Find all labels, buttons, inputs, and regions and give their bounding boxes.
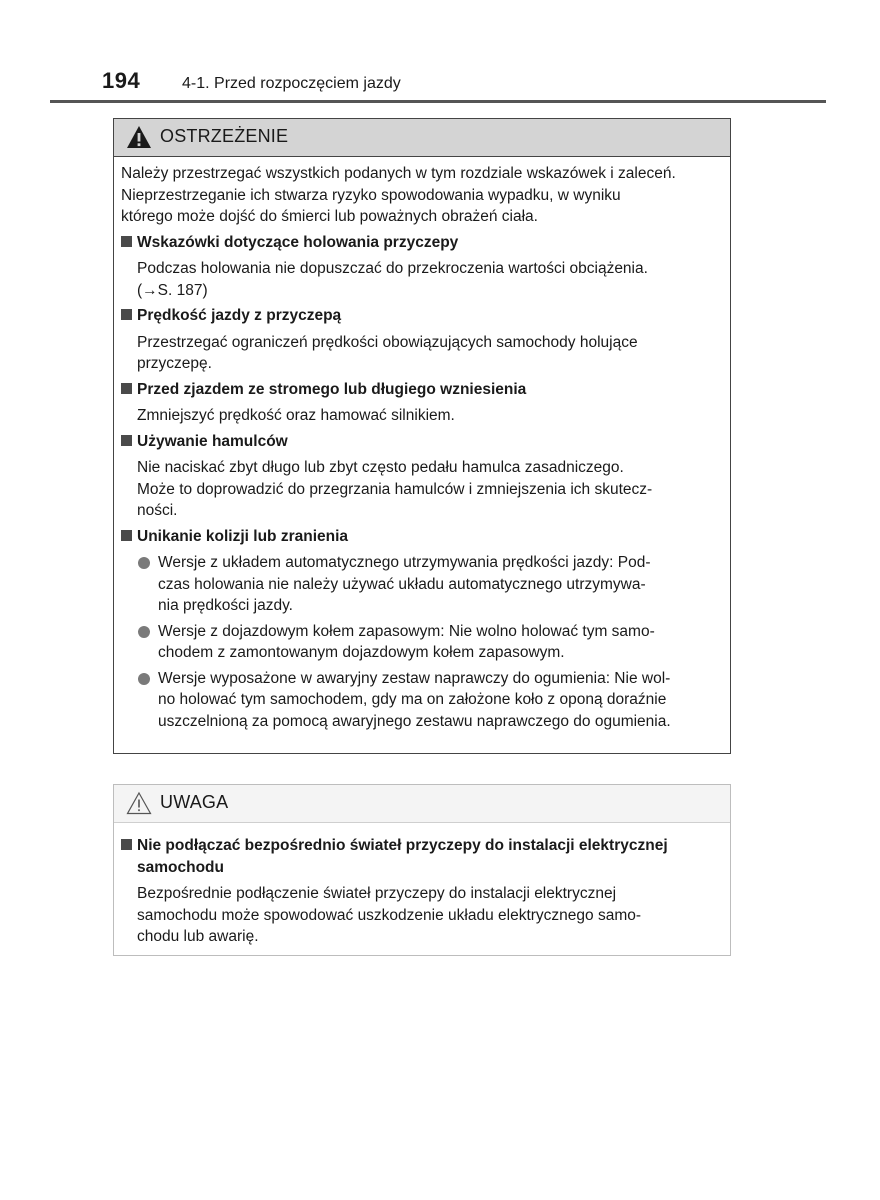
text-line: Bezpośrednie podłączenie świateł przyczepy do instalacji elektrycznej: [137, 885, 617, 902]
text-line: chodu lub awarię.: [137, 928, 259, 945]
bullet-item: [121, 552, 715, 617]
notice-box: [113, 784, 731, 956]
section-text: [121, 332, 715, 375]
section-title: 4-1. Przed rozpoczęciem jazdy: [182, 75, 401, 92]
square-bullet-icon: [121, 839, 132, 850]
warning-intro-line: Należy przestrzegać wszystkich podanych w tym rozdziale wskazówek i zaleceń.: [121, 165, 676, 182]
text-line: Podczas holowania nie dopuszczać do przekroczenia wartości obciążenia.: [137, 260, 648, 277]
page-reference: (→S. 187): [137, 281, 208, 299]
text-line: przyczepę.: [137, 355, 212, 372]
warning-section: [121, 431, 715, 522]
bullet-item: [121, 621, 715, 664]
warning-section: [121, 526, 715, 733]
bullet-item: [121, 668, 715, 733]
warning-body: [114, 157, 730, 732]
notice-header: [114, 785, 730, 823]
text-line: chodem z zamontowanym dojazdowym kołem zapasowym.: [158, 644, 565, 661]
square-bullet-icon: [121, 530, 132, 541]
text-line: Zmniejszyć prędkość oraz hamować silnikiem.: [137, 407, 455, 424]
caution-triangle-icon: [126, 791, 152, 815]
notice-title: UWAGA: [160, 792, 229, 812]
text-line: Wersje z układem automatycznego utrzymywania prędkości jazdy: Pod-: [158, 554, 651, 571]
section-heading: Unikanie kolizji lub zranienia: [137, 527, 349, 545]
warning-section: [121, 379, 715, 427]
warning-section: [121, 305, 715, 375]
warning-triangle-icon: [126, 125, 152, 149]
warning-section: [121, 232, 715, 302]
section-heading: Przed zjazdem ze stromego lub długiego wzniesienia: [137, 380, 527, 398]
text-line: czas holowania nie należy używać układu automatycznego utrzymywa-: [158, 575, 646, 593]
warning-intro-line: Nieprzestrzeganie ich stwarza ryzyko spowodowania wypadku, w wyniku: [121, 186, 621, 204]
section-heading: Wskazówki dotyczące holowania przyczepy: [137, 233, 459, 251]
section-heading: Prędkość jazdy z przyczepą: [137, 307, 342, 324]
text-line: samochodu może spowodować uszkodzenie układu elektrycznego samo-: [137, 906, 642, 924]
warning-box: [113, 118, 731, 754]
warning-title: OSTRZEŻENIE: [160, 126, 289, 146]
section-heading: samochodu: [137, 858, 224, 876]
round-bullet-icon: [138, 673, 150, 685]
text-line: Przestrzegać ograniczeń prędkości obowiązujących samochody holujące: [137, 333, 638, 351]
warning-intro-line: którego może dojść do śmierci lub poważnych obrażeń ciała.: [121, 208, 538, 225]
square-bullet-icon: [121, 435, 132, 446]
text-line: ności.: [137, 502, 178, 519]
text-line: Wersje wyposażone w awaryjny zestaw naprawczy do ogumienia: Nie wol-: [158, 669, 671, 687]
page-header: [50, 68, 826, 102]
section-text: [121, 405, 715, 427]
notice-section: [121, 835, 715, 948]
section-text: [121, 457, 715, 522]
square-bullet-icon: [121, 383, 132, 394]
notice-body: [114, 823, 730, 948]
text-line: Może to doprowadzić do przegrzania hamulców i zmniejszenia ich skutecz-: [137, 480, 653, 498]
section-heading: Używanie hamulców: [137, 432, 288, 450]
round-bullet-icon: [138, 626, 150, 638]
text-line: Nie naciskać zbyt długo lub zbyt często pedału hamulca zasadniczego.: [137, 459, 624, 476]
warning-intro: [121, 163, 715, 228]
text-line: no holować tym samochodem, gdy ma on założone koło z oponą doraźnie: [158, 691, 667, 708]
text-line: nia prędkości jazdy.: [158, 597, 293, 614]
section-text: [121, 883, 715, 948]
text-line: uszczelnioną za pomocą awaryjnego zestawu naprawczego do ogumienia.: [158, 712, 671, 730]
square-bullet-icon: [121, 236, 132, 247]
page-number: 194: [102, 68, 141, 93]
warning-header: [114, 119, 730, 157]
section-heading: Nie podłączać bezpośrednio świateł przyczepy do instalacji elektrycznej: [137, 837, 668, 854]
text-line: Wersje z dojazdowym kołem zapasowym: Nie wolno holować tym samo-: [158, 622, 655, 640]
header-rule: [50, 100, 826, 103]
round-bullet-icon: [138, 557, 150, 569]
square-bullet-icon: [121, 309, 132, 320]
section-text: [121, 258, 715, 301]
